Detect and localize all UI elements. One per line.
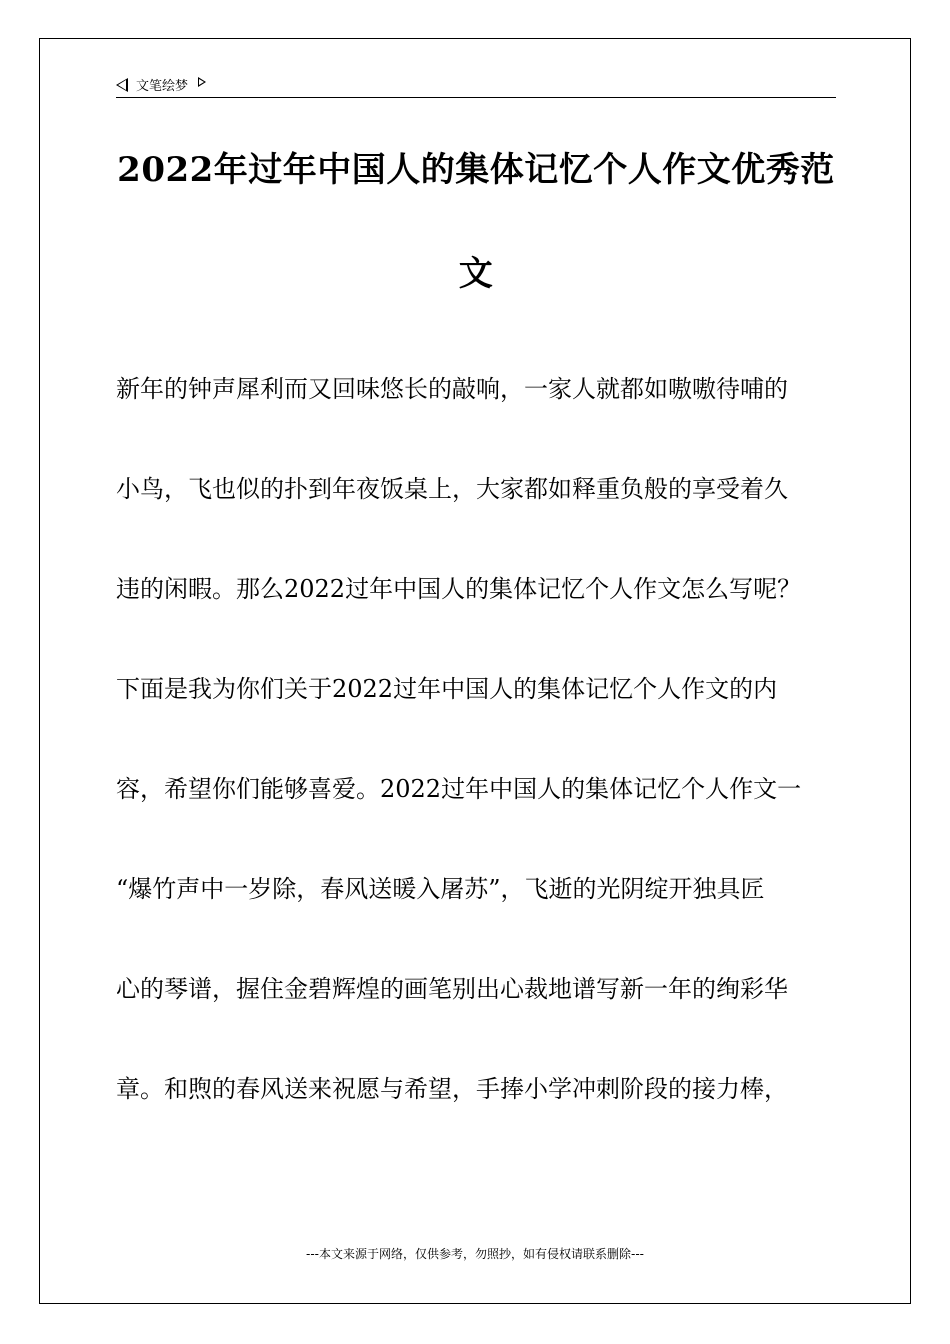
triangle-right-icon: [198, 77, 206, 87]
body-line: 违的闲暇。那么2022过年中国人的集体记忆个人作文怎么写呢？: [116, 575, 802, 603]
title-line-2: 文: [458, 254, 494, 294]
page-footer: ---本文来源于网络，仅供参考，勿照抄，如有侵权请联系删除---: [306, 1247, 644, 1261]
body-paragraph: [116, 339, 854, 1139]
body-line: 小鸟，飞也似的扑到年夜饭桌上，大家都如释重负般的享受着久: [116, 475, 788, 503]
body-line: 章。和煦的春风送来祝愿与希望，手捧小学冲刺阶段的接力棒，: [116, 1075, 788, 1103]
title-line-1: 2022年过年中国人的集体记忆个人作文优秀范: [117, 150, 835, 190]
body-line: 容，希望你们能够喜爱。2022过年中国人的集体记忆个人作文一: [116, 775, 802, 803]
body-line: 心的琴谱，握住金碧辉煌的画笔别出心裁地谱写新一年的绚彩华: [116, 975, 788, 1003]
triangle-left-icon: [116, 78, 128, 92]
document-title: [100, 118, 852, 326]
page-header: [116, 72, 836, 98]
body-line: “爆竹声中一岁除，春风送暖入屠苏”，飞逝的光阴绽开独具匠: [116, 875, 765, 903]
body-line: 新年的钟声犀利而又回味悠长的敲响，一家人就都如嗷嗷待哺的: [116, 375, 788, 403]
body-line: 下面是我为你们关于2022过年中国人的集体记忆个人作文的内: [116, 675, 778, 703]
header-label: 文笔绘梦: [136, 79, 189, 94]
